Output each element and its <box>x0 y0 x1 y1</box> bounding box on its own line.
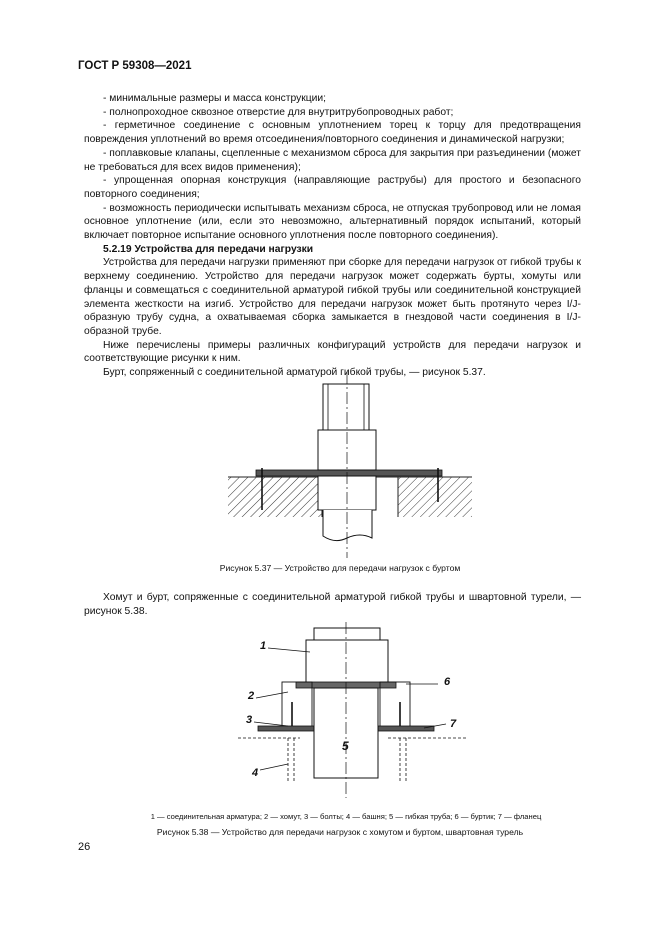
ground-left <box>228 477 322 517</box>
callout-3: 3 <box>246 714 253 726</box>
bullet-2: - полнопроходное сквозное отверстие для внутритрубопроводных работ; <box>103 106 454 118</box>
callout-4: 4 <box>252 767 259 779</box>
body-text-top <box>84 92 581 380</box>
callout-1: 1 <box>260 640 267 652</box>
figure-5-37-drawing <box>200 372 480 558</box>
paragraph-3: Бурт, сопряженный с соединительной арматурой гибкой трубы, — рисунок 5.37. <box>103 367 486 379</box>
body-text-middle <box>84 591 581 618</box>
bullet-5: - упрощенная опорная конструкция (направляющие раструбы) для простого и безопасного повторного соединения; <box>84 175 581 200</box>
page-number: 26 <box>78 841 91 853</box>
flange-plate <box>256 470 442 476</box>
callout-2: 2 <box>248 690 255 702</box>
bullet-3: - герметичное соединение с основным уплотнением торец к торцу для предотвращения повреждения уплотнений во время отсоединения/повторного соединения и динамической нагрузки; <box>84 120 581 146</box>
clamp-left <box>282 682 312 728</box>
bullet-6: - возможность периодически испытывать механизм сброса, не отпуская трубопровод или не ломая основное уплотнение (или, если это невозможно, альтернативный порядок испытаний, который включает повторное испытание основного уплотнения после повторного соединения). <box>84 202 581 242</box>
clamp-right <box>380 682 410 728</box>
paragraph-1: Устройства для передачи нагрузки применяют при сборке для передачи нагрузок от гибкой трубы к верхнему соединению. Устройство для передачи нагрузок может содержать бурты, хомуты или фланцы и совмещаться с соединительной арматурой гибкой трубы или соединительной конструкцией элемента жесткости на изгиб. Устройство для передачи нагрузок может быть протянуто через I/J-образную трубу судна, а охватываемая сборка замыкается в гнездовой части соединения в I/J-образной трубе. <box>84 257 581 337</box>
fitting-top <box>323 384 369 430</box>
bullet-1: - минимальные размеры и масса конструкции; <box>103 93 326 104</box>
document-code: ГОСТ Р 59308—2021 <box>78 60 192 72</box>
callout-5: 5 <box>342 739 349 753</box>
connector-fitting <box>306 640 388 684</box>
figure-5-38-caption: Рисунок 5.38 — Устройство для передачи нагрузок с хомутом и буртом, швартовная турель <box>156 827 524 837</box>
callout-7: 7 <box>450 718 457 730</box>
figure-5-37-caption: Рисунок 5.37 — Устройство для передачи нагрузок с буртом <box>219 563 461 573</box>
paragraph-4: Хомут и бурт, сопряженные с соединительной арматурой гибкой трубы и швартовной турели, — рисунок 5.38. <box>84 592 581 617</box>
ground-right <box>398 477 472 517</box>
flexible-pipe <box>323 510 372 541</box>
callout-6: 6 <box>444 676 451 688</box>
figure-5-38-legend: 1 — соединительная арматура; 2 — хомут, 3 — болты; 4 — башня; 5 — гибкая труба; 6 — буртик; 7 — фланец <box>150 812 542 821</box>
paragraph-2: Ниже перечислены примеры различных конфигураций устройств для передачи нагрузок и соответствующие рисунки к ним. <box>84 339 581 365</box>
section-title: 5.2.19 Устройства для передачи нагрузки <box>103 243 314 255</box>
bullet-4: - поплавковые клапаны, сцепленные с механизмом сброса для закрытия при разъединении (может не требоваться для всех видов применения); <box>84 147 581 173</box>
